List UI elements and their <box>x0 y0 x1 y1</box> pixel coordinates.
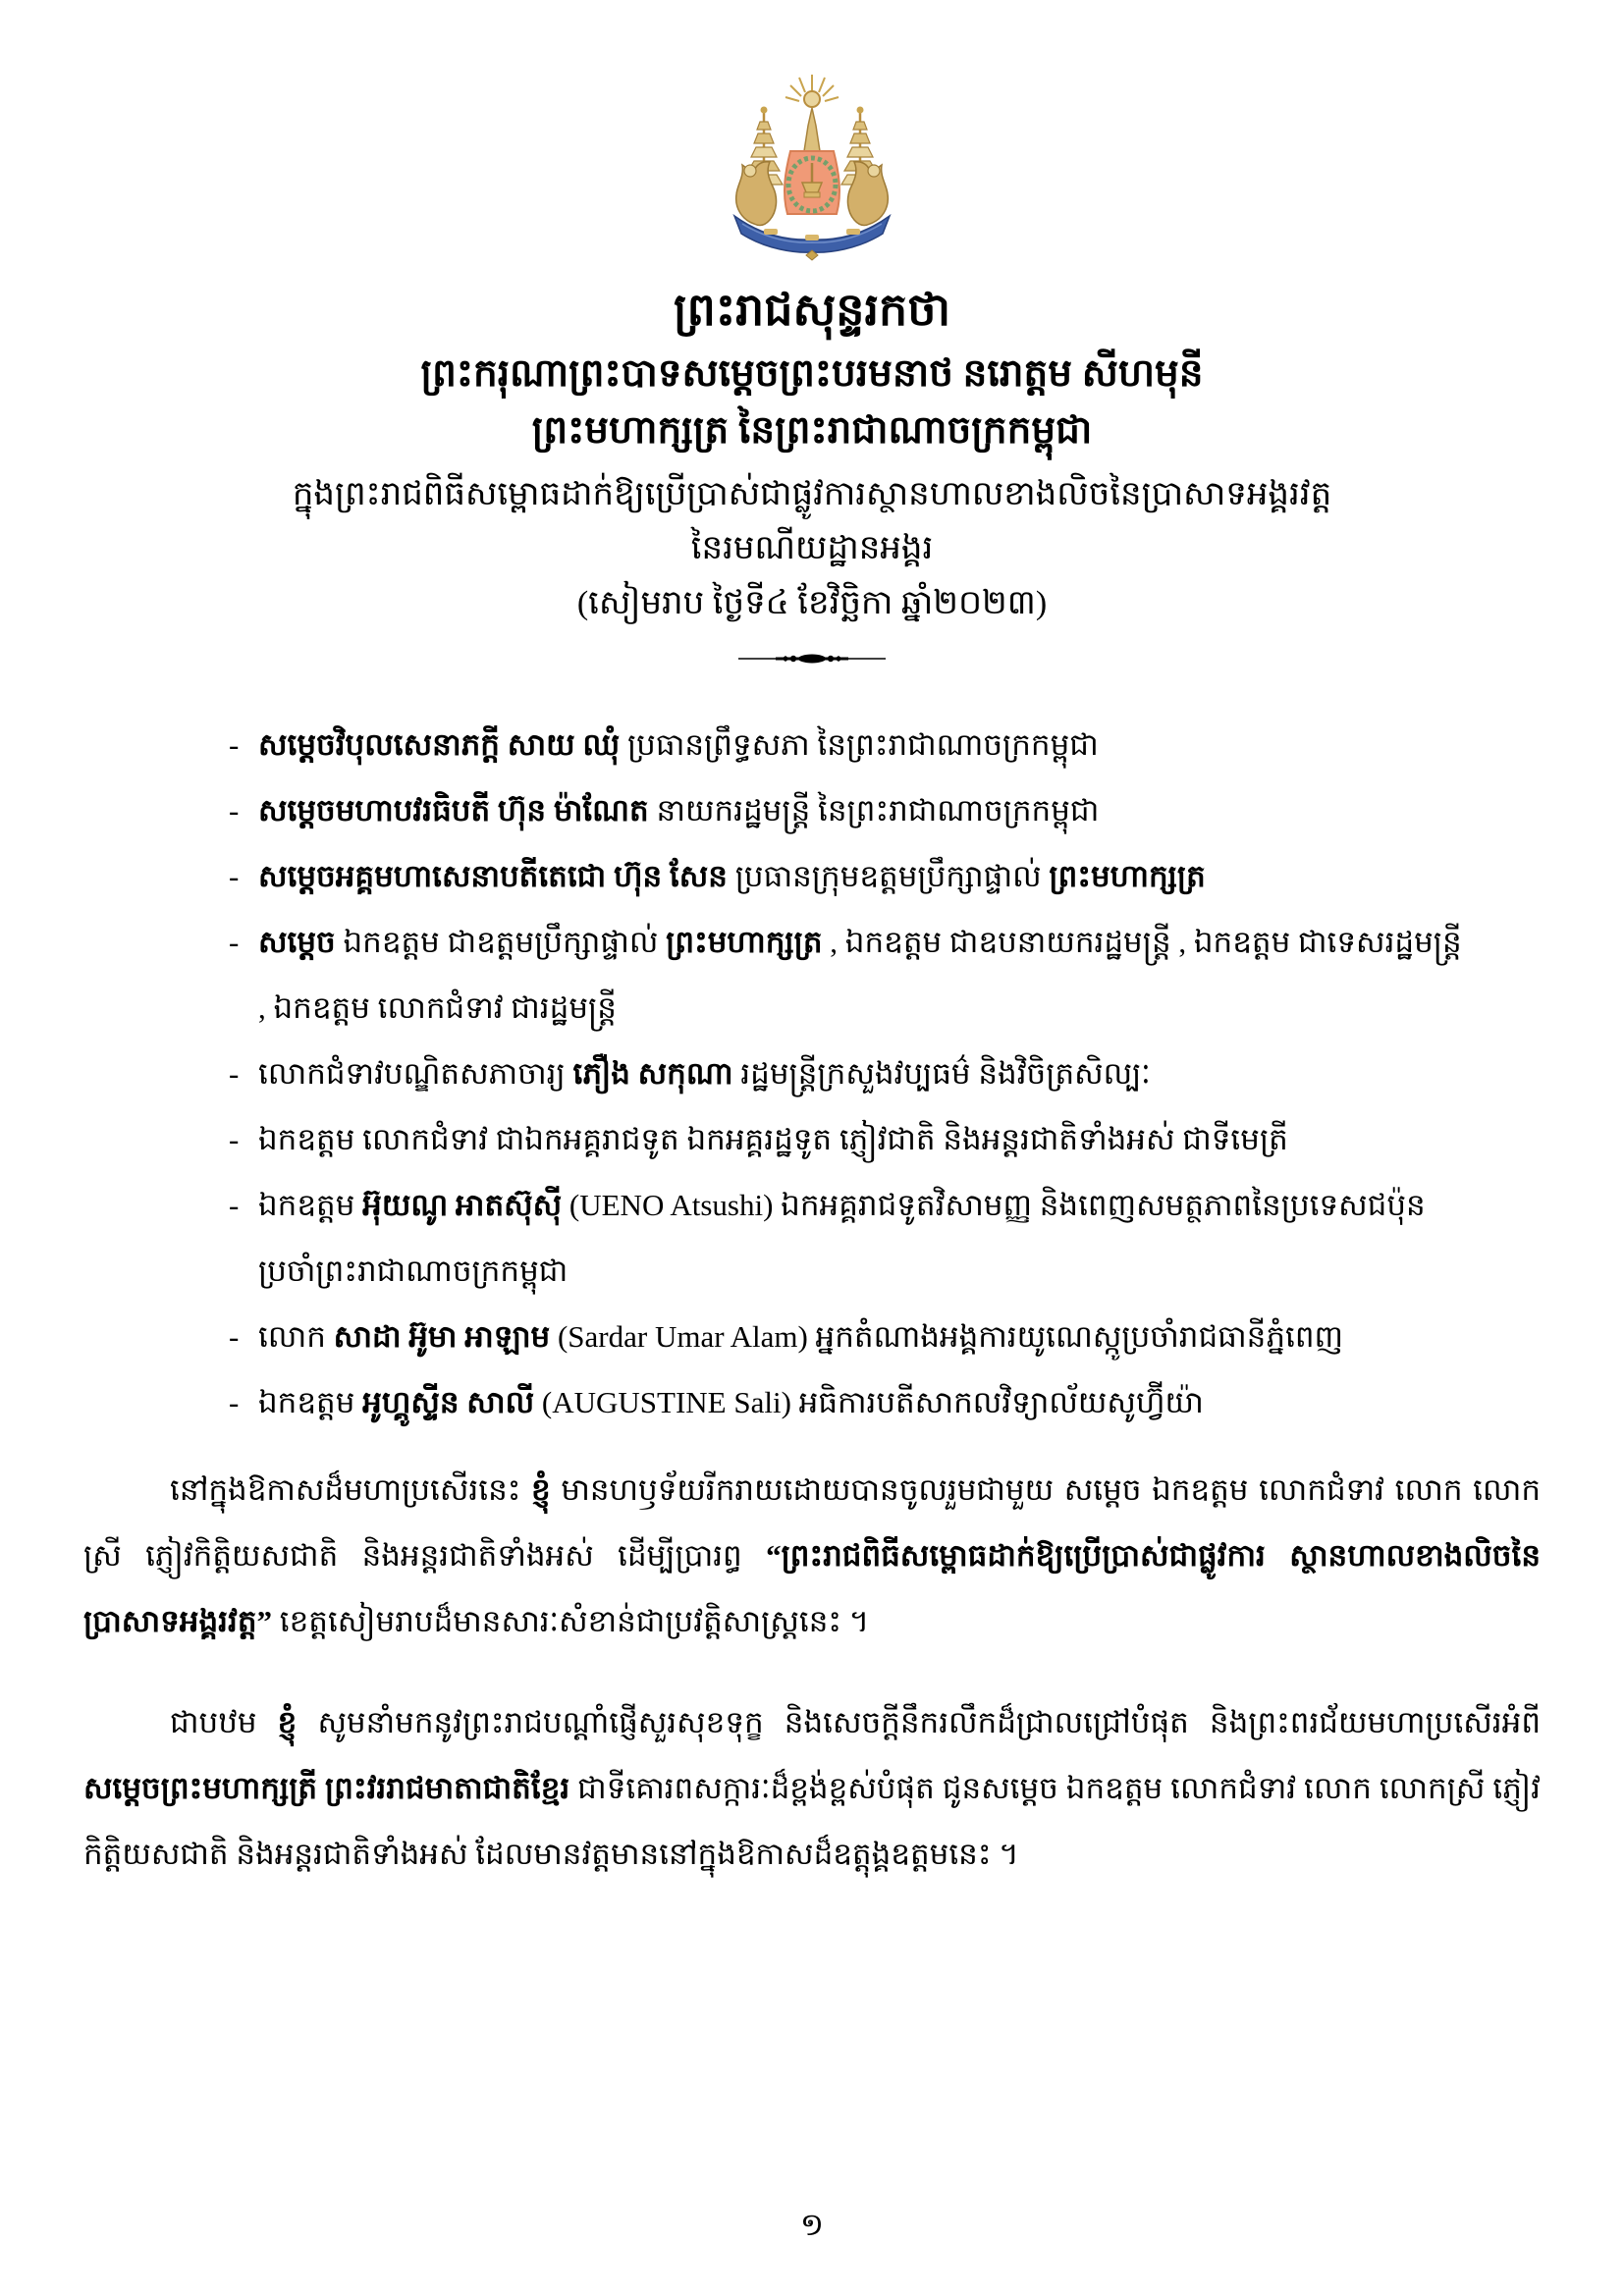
text-run: ប្រធានក្រុមឧត្តមប្រឹក្សាផ្ទាល់ <box>727 858 1050 893</box>
text-run: ឯកឧត្តម លោកជំទាវ ជាឯកអគ្គរាជទូត ឯកអគ្គរដ្ឋទូត ភ្ញៀវជាតិ និងអន្តរជាតិទាំងអស់ ជាទីមេត្រី <box>258 1121 1288 1156</box>
text-run: ខ្ញុំ <box>531 1471 551 1507</box>
text-run: ឯកឧត្តម ជាឧត្តមប្រឹក្សាផ្ទាល់ <box>335 924 667 959</box>
king-title-line: ព្រះករុណាព្រះបាទសម្ដេចព្រះបរមនាថ នរោត្តម សីហមុនី <box>420 351 1204 395</box>
text-run: ព្រះមហាក្សត្រ <box>666 924 823 959</box>
text-run: សម្ដេច <box>258 924 336 959</box>
list-marker: - <box>229 924 240 959</box>
text-run: សូមនាំមកនូវព្រះរាជបណ្ដាំផ្ញើសួរសុខទុក្ខ និងសេចក្ដីនឹករលឹកដ៏ជ្រាលជ្រៅបំផុត និងព្រះពរជ័យមហាប្រសើរអំពី <box>297 1704 1541 1739</box>
list-marker: - <box>229 1055 240 1091</box>
document-header <box>0 282 1624 627</box>
attendee-item <box>229 1369 1477 1435</box>
text-run: សាដា អ៊ូមា អាឡាម <box>333 1318 551 1354</box>
text-run: , ឯកឧត្តម ជាឧបនាយករដ្ឋមន្ត្រី , ឯកឧត្តម ជាទេសរដ្ឋមន្ត្រី , ឯកឧត្តម លោកជំទាវ ជារដ្ឋមន្ត្រី <box>258 924 1462 1025</box>
text-run: ខ្ញុំ <box>277 1704 298 1739</box>
text-run: ឯកឧត្តម <box>258 1384 363 1419</box>
royal-arms-of-cambodia-icon <box>709 69 915 261</box>
ornamental-divider-icon <box>738 651 886 667</box>
main-title: ព្រះរាជសុន្ទរកថា <box>673 285 951 335</box>
list-marker: - <box>229 858 240 893</box>
attendee-item <box>229 712 1477 777</box>
text-run: (AUGUSTINE Sali) អធិការបតីសាកលវិទ្យាល័យសូហ្វ៊ីយ៉ា <box>534 1384 1204 1419</box>
list-marker: - <box>229 1384 240 1419</box>
list-marker: - <box>229 1121 240 1156</box>
body-paragraph <box>83 1457 1541 1654</box>
text-run: សម្ដេចមហាបវរធិបតី ហ៊ុន ម៉ាណែត <box>258 792 649 828</box>
text-run: លោក <box>258 1318 334 1354</box>
text-run: សម្ដេចព្រះមហាក្សត្រី ព្រះវររាជមាតាជាតិខ្មែរ <box>83 1770 570 1805</box>
text-run: ប្រធានព្រឹទ្ធសភា នៃព្រះរាជាណាចក្រកម្ពុជា <box>620 726 1099 762</box>
emblem-container <box>0 69 1624 266</box>
list-marker: - <box>229 792 240 828</box>
text-run: ព្រះមហាក្សត្រ <box>1049 858 1206 893</box>
event-subtitle-line-2: នៃរមណីយដ្ឋានអង្គរ <box>690 530 934 567</box>
text-run: ជាទីគោរពសក្ការៈដ៏ខ្ពង់ខ្ពស់បំផុត ជូនសម្ដេច ឯកឧត្តម លោកជំទាវ លោក លោកស្រី ភ្ញៀវកិត្តិយសជាតិ និងអន្តរជាតិទាំងអស់ ដែលមានវត្តមាននៅក្នុងឱកាសដ៏ឧត្តុង្គឧត្តមនេះ ។ <box>83 1770 1541 1871</box>
attendee-item <box>229 1041 1477 1106</box>
attendee-list <box>229 712 1477 1435</box>
text-run: ឯកឧត្តម <box>258 1187 363 1222</box>
text-run: លោកជំទាវបណ្ឌិតសភាចារ្យ <box>258 1055 573 1091</box>
text-run: (UENO Atsushi) ឯកអគ្គរាជទូតវិសាមញ្ញ និងពេញសមត្ថភាពនៃប្រទេសជប៉ុន ប្រចាំព្រះរាជាណាចក្រកម្ពុជា <box>258 1187 1426 1288</box>
attendee-item <box>229 1106 1477 1172</box>
list-marker: - <box>229 1318 240 1354</box>
text-run: អ៊ុយណូ អាតស៊ុស៊ី <box>362 1187 563 1222</box>
attendee-item <box>229 1172 1477 1304</box>
text-run: សម្ដេចអគ្គមហាសេនាបតីតេជោ ហ៊ុន សែន <box>258 858 728 893</box>
attendee-item <box>229 843 1477 909</box>
list-marker: - <box>229 726 240 762</box>
body-paragraph <box>83 1689 1541 1887</box>
attendee-item <box>229 777 1477 843</box>
page-number: ១ <box>799 2207 825 2242</box>
text-run: មានហឫទ័យរីករាយដោយបានចូលរួមជាមួយ សម្ដេច ឯកឧត្តម លោកជំទាវ លោក លោកស្រី ភ្ញៀវកិត្តិយសជាតិ និងអន្តរជាតិទាំងអស់ ដើម្បីប្រារព្ធ <box>83 1471 1541 1573</box>
text-run: (Sardar Umar Alam) អ្នកតំណាងអង្គការយូណេស្កូប្រចាំរាជធានីភ្នំពេញ <box>550 1318 1344 1354</box>
text-run: រដ្ឋមន្ត្រីក្រសួងវប្បធម៌ និងវិចិត្រសិល្បៈ <box>732 1055 1151 1091</box>
attendee-item <box>229 909 1477 1041</box>
list-marker: - <box>229 1187 240 1222</box>
event-date-line: (សៀមរាប ថ្ងៃទី៤ ខែវិច្ឆិកា ឆ្នាំ២០២៣) <box>576 584 1048 621</box>
king-title-line-2: ព្រះមហាក្សត្រ នៃព្រះរាជាណាចក្រកម្ពុជា <box>531 409 1093 453</box>
text-run: “ព្រះរាជពិធីសម្ពោធដាក់ឱ្យប្រើប្រាស់ជាផ្លូវការ ស្ថានហាលខាងលិចនៃប្រាសាទអង្គរវត្ត” <box>83 1537 1542 1638</box>
text-run: នាយករដ្ឋមន្ត្រី នៃព្រះរាជាណាចក្រកម្ពុជា <box>648 792 1100 828</box>
text-run: ជាបឋម <box>170 1704 278 1739</box>
attendee-item <box>229 1304 1477 1369</box>
text-run: អូហ្គូស្ទីន សាលី <box>362 1384 535 1419</box>
text-run: ភឿង សកុណា <box>572 1055 733 1091</box>
text-run: សម្ដេចវិបុលសេនាភក្ដី សាយ ឈុំ <box>258 726 621 762</box>
text-run: នៅក្នុងឱកាសដ៏មហាប្រសើរនេះ <box>170 1471 532 1507</box>
event-subtitle-line: ក្នុងព្រះរាជពិធីសម្ពោធដាក់ឱ្យប្រើប្រាស់ជាផ្លូវការស្ថានហាលខាងលិចនៃប្រាសាទអង្គរវត្ត <box>292 475 1332 512</box>
text-run: ខេត្តសៀមរាបដ៏មានសារៈសំខាន់ជាប្រវត្តិសាស្ត្រនេះ ។ <box>272 1603 870 1638</box>
